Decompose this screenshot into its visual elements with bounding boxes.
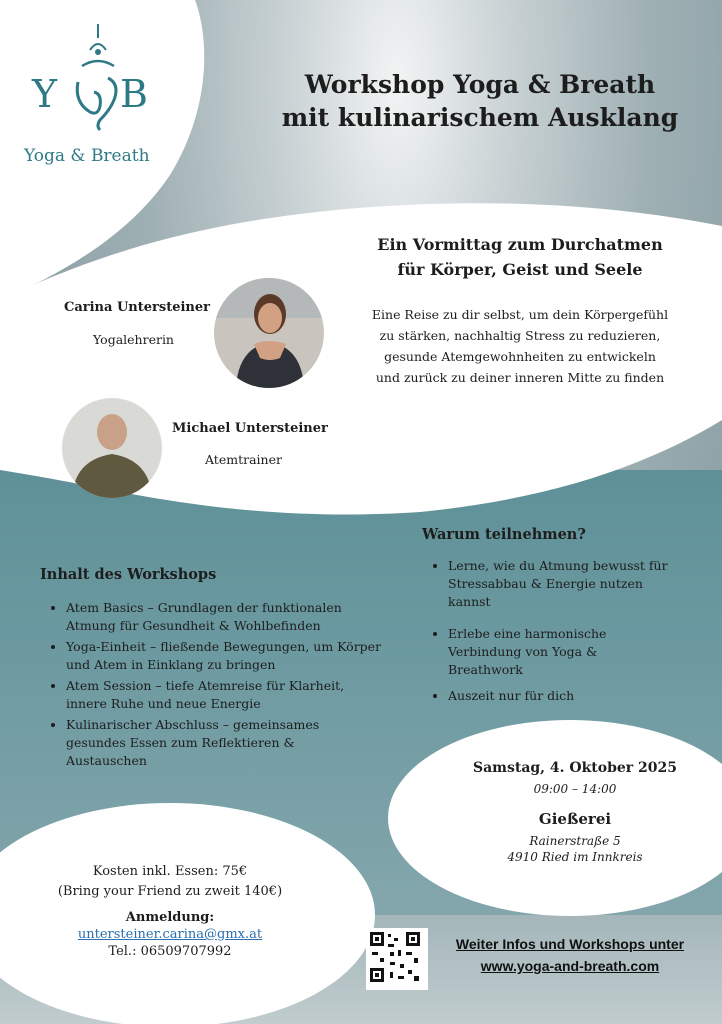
list-item: • Atem Basics – Grundlagen der funktionalen Atmung für Gesundheit & Wohlbefinden: [66, 599, 420, 635]
title-line-2: mit kulinarischem Ausklang: [281, 103, 679, 132]
why-list: [422, 557, 712, 705]
qr-code-icon: [368, 930, 422, 984]
lotus-logo-icon: [70, 22, 126, 132]
registration-label: Anmeldung:: [125, 910, 215, 925]
footer-info: [432, 936, 708, 974]
event-venue: Gießerei: [538, 810, 612, 828]
trainer-2-photo: [62, 398, 162, 498]
event-street: Rainerstraße 5: [529, 834, 621, 848]
pricing-section: [30, 862, 310, 959]
friend-price-text: (Bring your Friend zu zweit 140€): [57, 884, 283, 899]
logo-letter-y: Y: [32, 72, 58, 116]
event-date: Samstag, 4. Oktober 2025: [472, 760, 678, 776]
trainer-1-photo: [214, 278, 324, 388]
tagline-line-1: Ein Vormittag zum Durchatmen: [377, 235, 663, 254]
list-item: • Auszeit nur für dich: [448, 687, 712, 705]
registration-email-link[interactable]: untersteiner.carina@gmx.at: [77, 927, 263, 942]
price-text: Kosten inkl. Essen: 75€: [92, 864, 248, 879]
list-item: • Lerne, wie du Atmung bewusst für Stressabbau & Energie nutzen kannst: [448, 557, 712, 611]
intro-line: und zurück zu deiner inneren Mitte zu finden: [375, 370, 665, 385]
footer-line-1: Weiter Infos und Workshops unter: [455, 936, 685, 952]
logo: [22, 22, 172, 172]
trainer-2-name: Michael Untersteiner: [172, 421, 328, 436]
intro-line: Eine Reise zu dir selbst, um dein Körpergefühl: [371, 307, 669, 322]
logo-letter-b: B: [120, 72, 148, 116]
title-line-1: Workshop Yoga & Breath: [304, 70, 656, 99]
page-title: [250, 68, 710, 134]
trainer-1-name: Carina Untersteiner: [64, 300, 210, 315]
content-heading: Inhalt des Workshops: [40, 566, 217, 583]
tagline-line-2: für Körper, Geist und Seele: [397, 260, 643, 279]
workshop-content-section: [40, 566, 420, 773]
website-link[interactable]: www.yoga-and-breath.com: [480, 958, 660, 974]
intro-line: zu stärken, nachhaltig Stress zu reduzieren,: [379, 328, 661, 343]
list-item: • Atem Session – tiefe Atemreise für Klarheit, innere Ruhe und neue Energie: [66, 677, 420, 713]
trainer-1-role: Yogalehrerin: [93, 332, 174, 347]
why-section: [422, 526, 712, 708]
content-list: [40, 599, 420, 770]
event-time: 09:00 – 14:00: [533, 782, 617, 796]
event-details: [440, 760, 710, 864]
trainer-2-role: Atemtrainer: [205, 452, 282, 467]
intro-line: gesunde Atemgewohnheiten zu entwickeln: [384, 349, 656, 364]
list-item: • Yoga-Einheit – fließende Bewegungen, um Körper und Atem in Einklang zu bringen: [66, 638, 420, 674]
logo-brand-text: Yoga & Breath: [24, 146, 150, 166]
tagline: [350, 232, 690, 282]
phone-number: Tel.: 06509707992: [108, 944, 232, 959]
qr-code[interactable]: [366, 928, 428, 990]
event-city: 4910 Ried im Innkreis: [507, 850, 643, 864]
why-heading: Warum teilnehmen?: [422, 526, 586, 543]
list-item: • Kulinarischer Abschluss – gemeinsames gesundes Essen zum Reflektieren & Austauschen: [66, 716, 420, 770]
list-item: • Erlebe eine harmonische Verbindung von Yoga & Breathwork: [448, 625, 712, 679]
intro-text: [350, 304, 690, 388]
